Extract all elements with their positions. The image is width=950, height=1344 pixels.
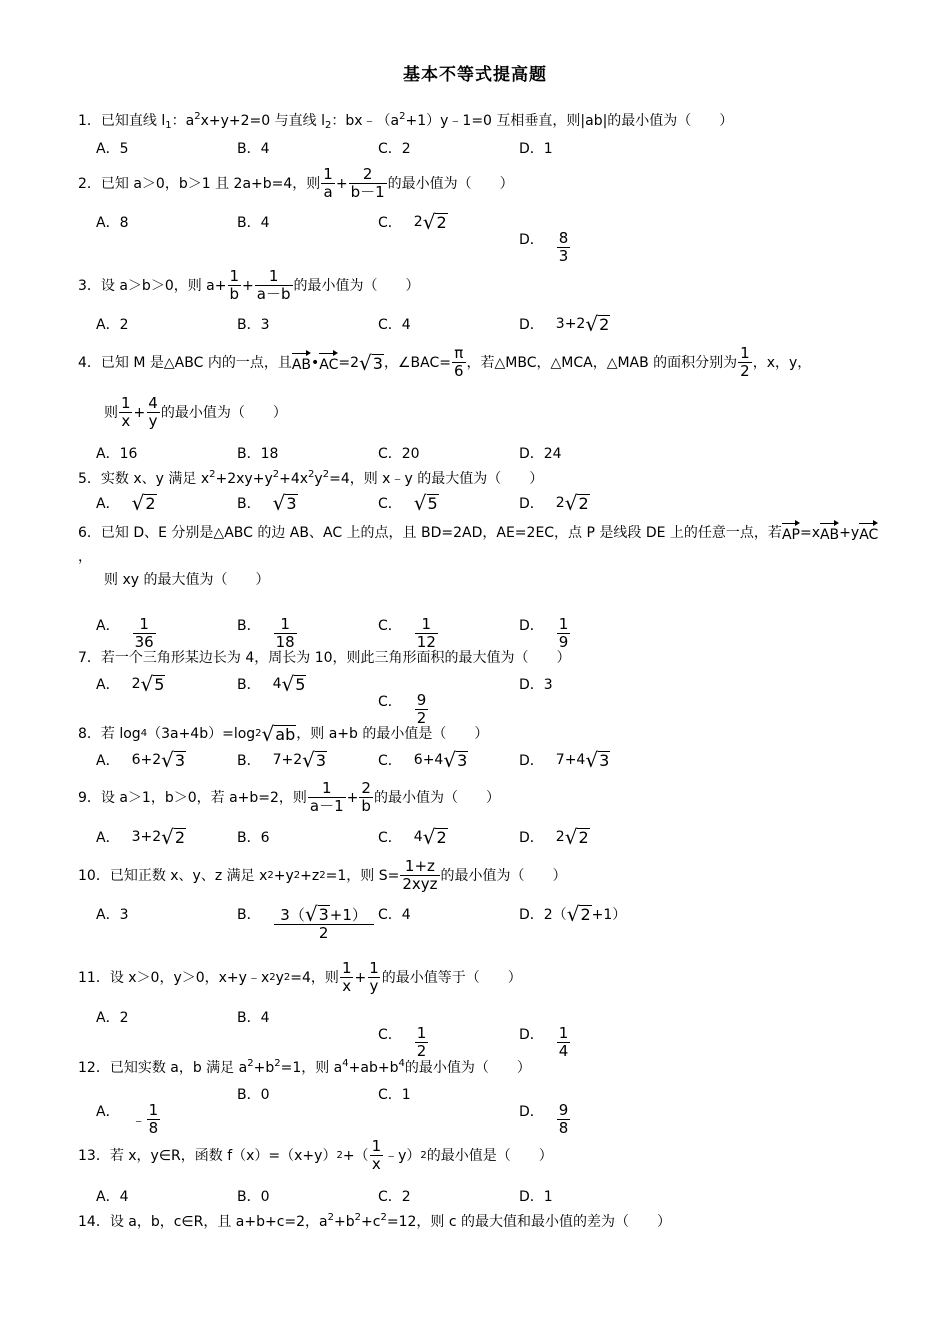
fraction: 3（ √ 3 +1） 2: [274, 904, 374, 942]
option-c: C． 6+4 √ 3: [378, 748, 468, 772]
option-d: D． 2 √ 2: [519, 491, 589, 515]
option-a: A． 6+2 √ 3: [96, 748, 186, 772]
sqrt: √ 2: [422, 210, 447, 234]
option-d: D． $\frac{8}{3}$: [519, 229, 569, 265]
question-1: 1．已知直线 $l_1$：$a^2x+y+2=0$ 与直线 $l_2$：$bx﹣(a^2+1)y﹣1=0$ 互相垂直，则|ab|的最小值为（ ）: [78, 111, 734, 131]
option-b: B．4: [237, 215, 270, 231]
question-9: 9．设 a＞1，b＞0，若 a+b=2，则 $\frac{1}{a-1}$ + $\frac{2}{b}$ 的最小值为（ ）: [78, 779, 500, 815]
options-12: [96, 1084, 836, 1137]
sqrt: √ 5: [281, 672, 306, 696]
option-a: A．8: [96, 215, 129, 231]
option-b: B． 4 √ 5: [237, 672, 306, 696]
option-b: B．0: [237, 1189, 270, 1205]
question-8: 8．若 log 4 （3a+4b）=log 2 √ ab ，则 a+b 的最小值是（ ）: [78, 722, 489, 746]
page-title: 基本不等式提高题: [403, 65, 547, 85]
sqrt: √ 2: [131, 491, 156, 515]
fraction: $\frac{8}{3}$: [558, 229, 569, 265]
question-10: 10．已知正数 x、y、z 满足 x 2 +y 2 +z 2 =1，则 S= $\frac{1+z}{\text{2xyz}}$ 的最小值为（ ）: [78, 857, 567, 893]
option-b: B．18: [237, 446, 279, 462]
fraction: $\frac{1}{y}$: [369, 959, 379, 995]
sqrt: √ 3: [272, 491, 297, 515]
option-d: D．24: [519, 446, 562, 462]
question-5: 5．实数 x、y 满足 $x^2+2xy+y^2+4x^2y^2=4$，则 x﹣y 的最大值为（ ）: [78, 469, 544, 487]
fraction: $\frac{1}{x}$: [121, 394, 131, 430]
option-b: B． 7+2 √ 3: [237, 748, 327, 772]
sqrt: √ 3: [304, 902, 329, 926]
fraction: $\frac{1}{12}$: [416, 615, 436, 651]
fraction: $\frac{1}{36}$: [134, 615, 154, 651]
fraction: $\frac{\pi}{6}$: [453, 344, 464, 380]
option-d: D． $\frac{1}{9}$: [519, 615, 569, 651]
sqrt: √ 2: [585, 312, 610, 336]
question-6: 6．已知 D、E 分别是△ABC 的边 AB、AC 上的点，且 BD=2AD，AE=2EC，点 P 是线段 DE 上的任意一点，若 AP =x AB +y AC: [78, 521, 878, 545]
options-11: [96, 1007, 836, 1060]
option-d: D． $\frac{9}{8}$: [519, 1101, 569, 1137]
fraction: $\frac{1}{4}$: [558, 1024, 569, 1060]
options-2: [96, 210, 836, 265]
sqrt: √ 2: [564, 491, 589, 515]
option-b: B． 3（ √ 3 +1） 2: [237, 904, 375, 942]
option-c: C． $\frac{1}{12}$: [378, 615, 436, 651]
sqrt: √ 3: [161, 748, 186, 772]
sqrt: √ 3: [302, 748, 327, 772]
option-c: C． 2 √ 2: [378, 210, 447, 234]
fraction: $\frac{2}{b}$: [361, 779, 371, 815]
option-d: D． 3+2 √ 2: [519, 312, 610, 336]
option-d: D． $\frac{1}{4}$: [519, 1024, 569, 1060]
options-6: [96, 598, 836, 651]
sqrt: √ 2: [161, 825, 186, 849]
fraction: $\frac{2}{b-1}$: [350, 165, 385, 201]
option-c: C．2: [378, 1189, 411, 1205]
options-10: [96, 904, 836, 952]
fraction: $\frac{9}{8}$: [558, 1101, 569, 1137]
question-11: 11．设 x＞0，y＞0，x+y﹣x 2 y 2 =4，则 $\frac{1}{x}$ + $\frac{1}{y}$ 的最小值等于（ ）: [78, 959, 522, 995]
option-d: D．1: [519, 141, 553, 157]
sqrt: √ 3: [359, 350, 383, 375]
fraction: $\frac{1}{x}$: [341, 959, 352, 995]
option-a: A． 3+2 √ 2: [96, 825, 186, 849]
sqrt: √ 5: [413, 491, 438, 515]
fraction: $\frac{1}{a-b}$: [256, 267, 291, 303]
options-7: [96, 672, 836, 727]
option-b: B．0: [237, 1087, 270, 1103]
sqrt: √ 5: [140, 672, 165, 696]
option-c: C． √ 5: [378, 491, 438, 515]
option-b: B．3: [237, 317, 270, 333]
option-c: C．20: [378, 446, 420, 462]
option-b: B．4: [237, 1010, 270, 1026]
option-c: C．4: [378, 907, 411, 923]
option-a: A．2: [96, 317, 129, 333]
option-c: C． $\frac{1}{2}$: [378, 1024, 427, 1060]
sqrt: √ 3: [443, 748, 468, 772]
option-d: D． 2 √ 2: [519, 825, 589, 849]
option-d: D．2（ √ 2 +1）: [519, 902, 627, 926]
option-b: B． √ 3: [237, 491, 297, 515]
option-b: B．6: [237, 830, 270, 846]
vector-ab: AB: [820, 521, 839, 545]
fraction: $\frac{1}{a-1}$: [309, 779, 344, 815]
option-d: D． 7+4 √ 3: [519, 748, 610, 772]
option-a: A．5: [96, 141, 129, 157]
question-6-line-2: 则 xy 的最大值为（ ）: [104, 572, 270, 588]
option-a: A．3: [96, 907, 129, 923]
option-a: A．2: [96, 1010, 129, 1026]
vector-ap: AP: [782, 521, 800, 545]
fraction: $\frac{1+z}{\text{2xyz}}$: [402, 857, 438, 893]
fraction: $\frac{1}{a}$: [323, 165, 333, 201]
question-6-comma: ，: [78, 549, 92, 565]
fraction: $\frac{1}{8}$: [148, 1101, 159, 1137]
question-13: 13．若 x，y∈R，函数 f（x）=（x+y） 2 +（ $\frac{1}{x}$ ﹣y） 2 的最小值是（ ）: [78, 1137, 553, 1173]
option-b: B． $\frac{1}{18}$: [237, 615, 295, 651]
option-b: B．4: [237, 141, 270, 157]
question-12: 12．已知实数 a，b 满足 $a^2+b^2=1$，则 $a^4+ab+b^4$的最小值为（ ）: [78, 1058, 531, 1076]
fraction: $\frac{1}{18}$: [275, 615, 295, 651]
question-3: 3．设 a＞b＞0，则 a+ $\frac{1}{b}$ + $\frac{1}{a-b}$ 的最小值为（ ）: [78, 267, 420, 303]
fraction: $\frac{1}{x}$: [371, 1137, 382, 1173]
sqrt: √ 2: [564, 825, 589, 849]
fraction: $\frac{1}{2}$: [416, 1024, 427, 1060]
option-c: C．1: [378, 1087, 411, 1103]
fraction: $\frac{4}{y}$: [148, 394, 158, 430]
question-4-line-2: 则 $\frac{1}{x}$ + $\frac{4}{y}$ 的最小值为（ ）: [104, 394, 287, 430]
fraction: $\frac{1}{9}$: [558, 615, 569, 651]
sqrt: √ ab: [261, 722, 296, 746]
option-a: A． ﹣ $\frac{1}{8}$: [96, 1101, 159, 1137]
option-a: A． $\frac{1}{36}$: [96, 615, 154, 651]
option-d: D．1: [519, 1189, 553, 1205]
option-c: C．2: [378, 141, 411, 157]
question-2: 2．已知 a＞0，b＞1 且 2a+b=4，则 $\frac{1}{a}$ + $\frac{2}{b-1}$ 的最小值为（ ）: [78, 165, 514, 201]
option-c: C． $\frac{9}{2}$: [378, 691, 427, 727]
option-c: C．4: [378, 317, 411, 333]
option-a: A． √ 2: [96, 491, 156, 515]
fraction: $\frac{1}{2}$: [740, 344, 750, 380]
vector-ab: AB: [292, 351, 311, 375]
sqrt: √ 2: [566, 902, 591, 926]
vector-ac: AC: [859, 521, 878, 545]
option-d: D．3: [519, 677, 553, 693]
option-a: A．4: [96, 1189, 129, 1205]
vector-ac: AC: [319, 351, 338, 375]
option-c: C． 4 √ 2: [378, 825, 447, 849]
option-a: A．16: [96, 446, 138, 462]
option-a: A． 2 √ 5: [96, 672, 165, 696]
question-4: 4．已知 M 是△ABC 内的一点，且 AB • AC =2 √ 3 ，∠BAC= $\frac{\pi}{6}$ ，若△MBC，△MCA，△MAB 的面积分别为 $\frac{1}{2}$ ，x，y，: [78, 344, 812, 380]
question-7: 7．若一个三角形某边长为 4，周长为 10，则此三角形面积的最大值为（ ）: [78, 650, 571, 666]
sqrt: √ 2: [422, 825, 447, 849]
fraction: $\frac{1}{b}$: [229, 267, 240, 303]
sqrt: √ 3: [585, 748, 610, 772]
fraction: $\frac{9}{2}$: [416, 691, 427, 727]
question-14: 14．设 a，b，c∈R，且 a+b+c=2，$a^2+b^2+c^2=12$，则 c 的最大值和最小值的差为（ ）: [78, 1212, 671, 1230]
